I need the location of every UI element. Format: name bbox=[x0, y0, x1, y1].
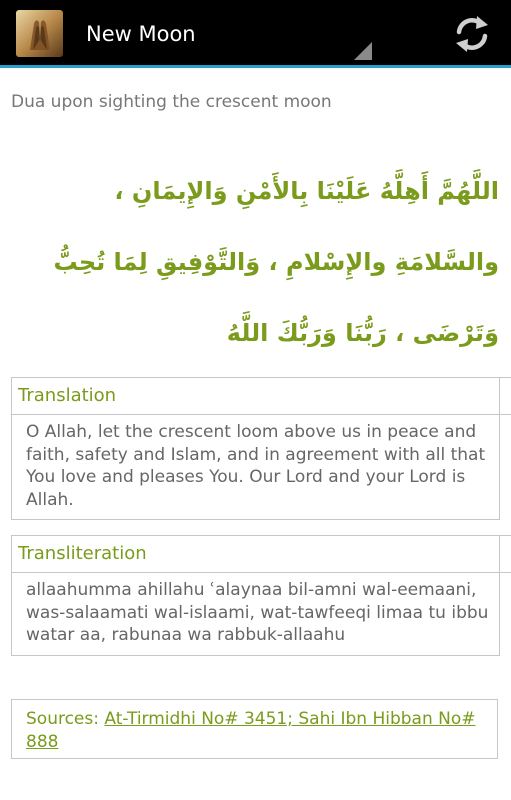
translation-label: Translation bbox=[18, 385, 117, 406]
sources-label: Sources: bbox=[26, 709, 105, 729]
translation-header bbox=[12, 378, 499, 415]
content-area[interactable] bbox=[0, 68, 511, 800]
arabic-dua-text: اللَّهُمَّ أَهِلَّهُ عَلَيْنَا بِالأَمْنِ وَالإِيمَانِ ، والسَّلامَةِ والإِسْلامِ ، وَالتَّوْفِيقِ لِمَا تُحِبُّ وَتَرْضَى ، رَبُّنَا وَرَبُّكَ اللَّهُ bbox=[53, 177, 499, 347]
translation-card bbox=[11, 377, 500, 520]
action-bar bbox=[0, 0, 511, 65]
transliteration-header bbox=[12, 536, 499, 573]
app-title[interactable]: New Moon bbox=[86, 22, 196, 46]
sources-card bbox=[11, 699, 498, 759]
translation-header-extension bbox=[498, 377, 511, 415]
translation-text: O Allah, let the crescent loom above us in peace and faith, safety and Islam, and in agreement with all that You love and pleases You. Our Lord and your Lord is Allah. bbox=[26, 422, 486, 510]
refresh-icon[interactable] bbox=[450, 12, 494, 56]
page-title: Dua upon sighting the crescent moon bbox=[11, 92, 332, 112]
transliteration-text: allaahumma ahillahu ʿalaynaa bil-amni wal-eemaani, was-salaamati wal-islaami, wat-tawfeeqi limaa tu ibbu watar aa, rabunaa wa rabbuk-allaahu bbox=[26, 580, 489, 645]
dropdown-indicator-icon[interactable] bbox=[354, 42, 372, 60]
transliteration-card bbox=[11, 535, 500, 656]
praying-hands-icon[interactable] bbox=[16, 10, 63, 57]
transliteration-header-extension bbox=[498, 535, 511, 573]
transliteration-label: Transliteration bbox=[18, 543, 147, 564]
sources-link[interactable]: At-Tirmidhi No# 3451; Sahi Ibn Hibban No# 888 bbox=[26, 709, 476, 752]
